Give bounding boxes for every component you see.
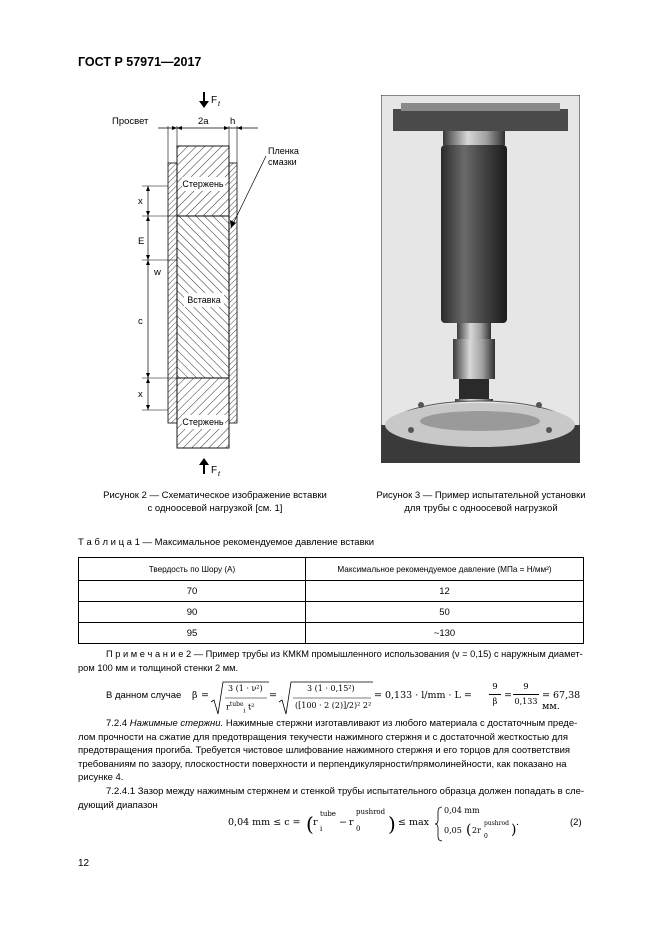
- force-bottom-subscript: t: [218, 471, 220, 478]
- table-1-title-text: — Максимальное рекомендуемое давление вставки: [139, 537, 375, 548]
- formula-equals-2: =: [269, 690, 277, 701]
- figure-3-caption: [356, 489, 606, 515]
- frac2-numerator: 9: [523, 682, 529, 692]
- eq2-case2-sub: 0: [484, 833, 488, 840]
- force-top-label: F: [211, 95, 218, 106]
- table-1-label: Т а б л и ц а 1: [78, 537, 140, 548]
- table-header-row: [79, 558, 584, 581]
- dim-w: w: [154, 267, 161, 278]
- section-7-2-4-line4: требованиям по зазору, плоскостности поверхности и перпендикулярности/прямолинейности, как показано на: [78, 758, 567, 770]
- film-label-line2: смазки: [268, 157, 297, 167]
- section-7-2-4-1-line1: 7.2.4.1 Зазор между нажимным стержнем и стенкой трубы испытательного образца должен попадать в сле-: [106, 786, 585, 797]
- section-7-2-4-title: Нажимные стержни.: [129, 718, 224, 729]
- frac1-bar: [489, 694, 501, 695]
- equation-2: [228, 806, 588, 842]
- figure-3-caption-line1: Рисунок 3 — Пример испытательной установки: [376, 490, 586, 501]
- eq2-case2-a: 0,05: [444, 826, 462, 835]
- cell-hardness: 95: [79, 623, 306, 644]
- force-top-subscript: t: [218, 101, 220, 108]
- t-squared: t²: [247, 702, 255, 712]
- i-sub: i: [243, 707, 246, 715]
- section-7-2-4-line1: Нажимные стержни изготавливают из любого материала с достаточным преде-: [223, 718, 578, 729]
- column-header-hardness: Твердость по Шору (A): [79, 558, 306, 581]
- figure-2-caption-line2: с одноосевой нагрузкой [см. 1]: [147, 503, 283, 514]
- note-2: [78, 648, 588, 675]
- coef-3: 3: [228, 684, 234, 693]
- eq2-case2-sup: pushrod: [484, 820, 509, 827]
- column-header-pressure: Максимальное рекомендуемое давление (МПа = Н/мм²): [306, 558, 584, 581]
- eq2-case2-paren-close: ): [511, 822, 517, 838]
- figure-2-caption-line1: Рисунок 2 — Схематическое изображение вставки: [103, 490, 327, 501]
- figure-3-caption-line2: для трубы с одноосевой нагрузкой: [404, 503, 558, 514]
- eq2-case2-b: 2r: [472, 826, 481, 835]
- eq2-case2-paren-open: (: [466, 822, 472, 838]
- table-1: [78, 557, 584, 644]
- radical1-denominator: [226, 701, 254, 714]
- eq2-tube-sup: tube: [320, 810, 336, 818]
- eq2-case1: 0,04 mm: [444, 806, 480, 815]
- dim-c: c: [138, 316, 143, 327]
- cell-pressure: ~130: [306, 623, 584, 644]
- formula-beta-result: = 0,133 · l/mm · L =: [374, 690, 472, 701]
- eq2-zero-sub: 0: [356, 825, 361, 833]
- thickness-label: h: [230, 116, 236, 127]
- rod-top-label: Стержень: [182, 179, 224, 189]
- eq2-i-sub: i: [320, 825, 323, 833]
- insert-label: Вставка: [187, 295, 221, 305]
- dim-x-bottom: x: [138, 389, 143, 400]
- eq2-r0: r: [349, 817, 354, 828]
- eq2-open-paren: (: [306, 812, 314, 836]
- frac2-bar: [513, 694, 539, 695]
- dim-x-top: x: [138, 196, 143, 207]
- formula-L-result: = 67,38 мм.: [542, 690, 581, 712]
- formula-intro: В данном случае: [106, 690, 182, 701]
- table-row: [79, 602, 584, 623]
- figure-2-schematic: [110, 88, 320, 478]
- rod-bottom-label: Стержень: [182, 417, 224, 427]
- example-formula: [106, 680, 586, 720]
- section-7-2-4-line2: лом прочности на сжатие для предотвращения текучести нажимного стержня и с достаточной жесткостью для: [78, 731, 568, 743]
- table-1-title: [78, 536, 374, 550]
- document-header: ГОСТ Р 57971—2017: [78, 55, 202, 69]
- note-2-line2: ром 100 мм и толщиной стенки 2 мм.: [78, 662, 239, 673]
- frac1-numerator: 9: [492, 682, 498, 692]
- radical1-numerator: [228, 684, 263, 693]
- radical2-numerator: 3 (1 · 0,15²): [307, 684, 355, 693]
- formula-equals: =: [201, 690, 209, 701]
- frac2-denominator: 0,133: [514, 697, 538, 706]
- cell-hardness: 90: [79, 602, 306, 623]
- film-label-line1: Пленка: [268, 146, 299, 156]
- eq2-pushrod-sup: pushrod: [356, 808, 386, 816]
- radical2-denominator: ([100 · 2 (2)]/2)² 2²: [295, 701, 372, 710]
- tube-sup: tube: [229, 701, 244, 708]
- eq2-number: (2): [570, 817, 582, 828]
- cell-hardness: 70: [79, 581, 306, 602]
- figure-2-caption: [84, 489, 346, 515]
- cell-pressure: 12: [306, 581, 584, 602]
- eq2-le-max: ≤ max: [398, 817, 430, 828]
- figure-3-photo: [381, 95, 580, 463]
- eq2-period: .: [516, 817, 520, 828]
- section-7-2-4-1-line2: дующий диапазон: [78, 799, 158, 811]
- dim-e: E: [138, 236, 145, 247]
- section-7-2-4-line3: предотвращения прогиба. Требуется чистовое шлифование нажимного стержня и его торцов для соответствия: [78, 745, 571, 756]
- one-minus-nu2: (1 · ν²): [235, 684, 263, 693]
- width-label: 2a: [198, 116, 209, 127]
- eq2-close-paren: ): [388, 812, 396, 836]
- cell-pressure: 50: [306, 602, 584, 623]
- eq2-left: 0,04 mm ≤ c =: [228, 817, 301, 828]
- frac1-denominator: β: [492, 697, 498, 707]
- note-2-label: П р и м е ч а н и е 2: [106, 649, 192, 659]
- note-2-line1: — Пример трубы из КМКМ промышленного использования (ν = 0,15) с наружным диамет-: [191, 649, 583, 659]
- formula-equals-3: =: [504, 690, 512, 701]
- section-7-2-4: [78, 717, 588, 785]
- formula-beta: β: [192, 690, 198, 701]
- table-row: [79, 581, 584, 602]
- r-symbol: r: [226, 702, 230, 712]
- section-7-2-4-number: 7.2.4: [106, 718, 130, 729]
- eq2-minus: −: [339, 817, 347, 828]
- force-bottom-label: F: [211, 465, 218, 476]
- table-row: [79, 623, 584, 644]
- eq2-r: r: [313, 817, 318, 828]
- section-7-2-4-line5: рисунке 4.: [78, 772, 124, 783]
- page-number: 12: [78, 858, 90, 869]
- gap-label: Просвет: [112, 116, 149, 127]
- eq2-brace: [435, 806, 443, 842]
